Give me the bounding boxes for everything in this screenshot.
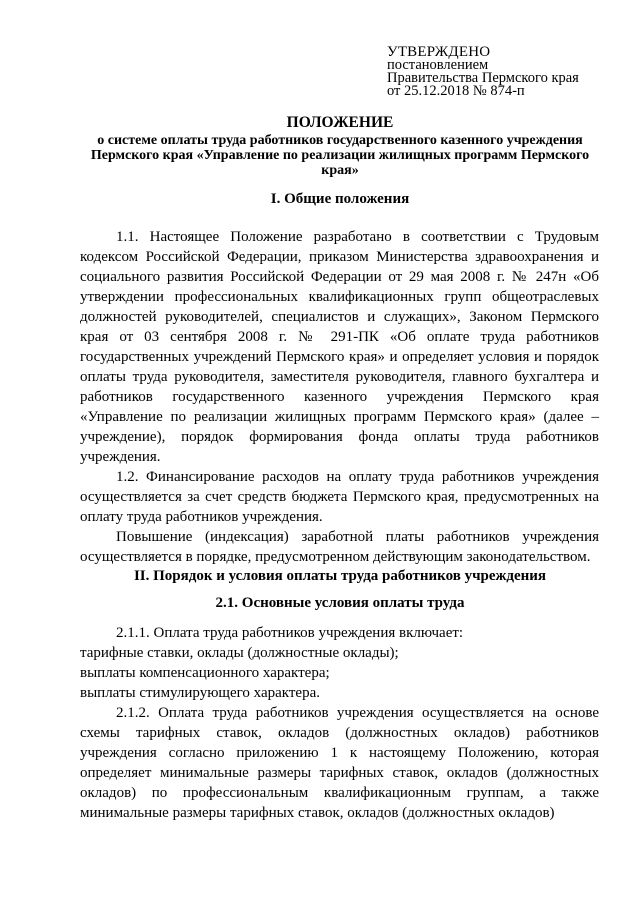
list-item-incentive: выплаты стимулирующего характера. xyxy=(80,685,320,701)
section-2-1-heading: 2.1. Основные условия оплаты труда xyxy=(215,595,465,611)
section-2-body xyxy=(80,623,599,823)
paragraph-2-1-2: 2.1.2. Оплата труда работников учреждения осуществляется на основе схемы тарифных ставок, окладов (должностных окладов) работников учреждения согласно приложению 1 к настоящему Положению, которая определяет минимальные размеры тарифных ставок, окладов (должностных окладов) по профессиональным квалификационным группам, а также минимальные размеры тарифных ставок, окладов (должностных окладов) xyxy=(80,705,599,821)
document-title: ПОЛОЖЕНИЕ xyxy=(286,114,394,131)
paragraph-1-2: 1.2. Финансирование расходов на оплату труда работников учреждения осуществляется за счет средств бюджета Пермского края, предусмотренных на оплату труда работников учреждения. xyxy=(80,469,599,525)
section-1-heading: I. Общие положения xyxy=(270,191,410,207)
approval-line-approved: УТВЕРЖДЕНО xyxy=(387,44,491,60)
document-subtitle: о системе оплаты труда работников государственного казенного учреждения Пермского края «Управление по реализации жилищных программ Пермского края» xyxy=(90,133,590,178)
approval-line-government: Правительства Пермского края xyxy=(387,70,579,86)
section-1-body xyxy=(80,227,599,567)
approval-line-date: от 25.12.2018 № 874-п xyxy=(387,83,525,99)
list-item-rates: тарифные ставки, оклады (должностные оклады); xyxy=(80,645,399,661)
section-2-heading: II. Порядок и условия оплаты труда работников учреждения xyxy=(133,568,547,584)
approval-stamp xyxy=(387,46,579,98)
paragraph-2-1-1: 2.1.1. Оплата труда работников учреждения включает: xyxy=(116,625,464,641)
approval-line-resolution: постановлением xyxy=(387,57,489,73)
paragraph-1-3: Повышение (индексация) заработной платы работников учреждения осуществляется в порядке, предусмотренном действующим законодательством. xyxy=(80,529,599,565)
list-item-compensation: выплаты компенсационного характера; xyxy=(80,665,330,681)
paragraph-1-1: 1.1. Настоящее Положение разработано в соответствии с Трудовым кодексом Российской Федерации, приказом Министерства здравоохранения и социального развития Российской Федерации от 29 мая 2008 г. № 247н «Об утверждении профессиональных квалификационных групп общеотраслевых должностей руководителей, специалистов и служащих», Законом Пермского края от 03 сентября 2008 г. № 291-ПК «Об оплате труда работников государственных учреждений Пермского края» и определяет условия и порядок оплаты труда руководителя, заместителя руководителя, главного бухгалтера и работников государственного казенного учреждения Пермского края «Управление по реализации жилищных программ Пермского края» (далее – учреждение), порядок формирования фонда оплаты труда работников учреждения. xyxy=(80,229,599,465)
